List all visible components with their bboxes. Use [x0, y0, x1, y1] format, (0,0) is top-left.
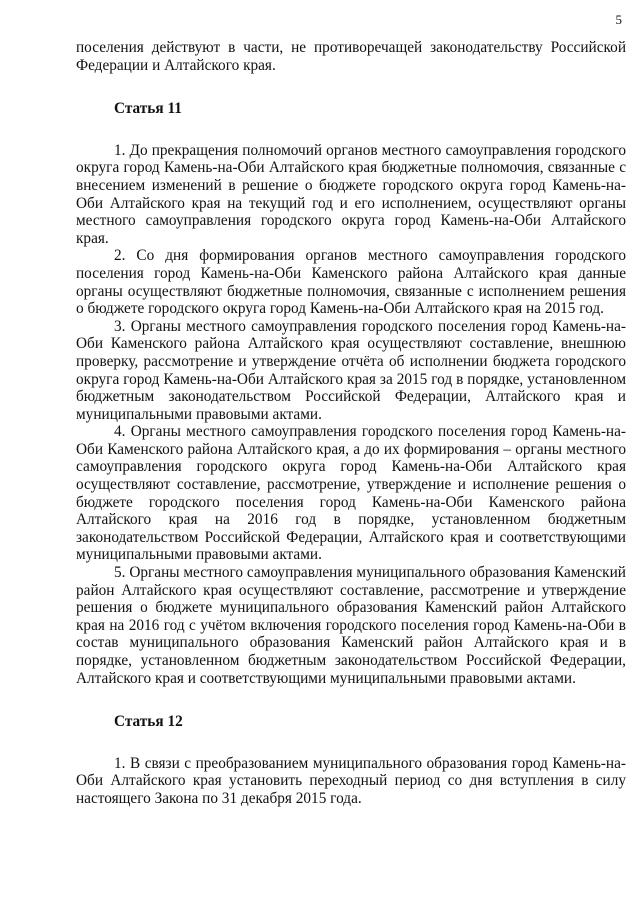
article-11-item-5: 5. Органы местного самоуправления муниципального образования Каменский район Алтайского края осуществляют составление, рассмотрение и утверждение решения о бюджете муниципального образования Каменский район Алтайского края на 2016 год с учётом включения городского поселения город Камень-на-Оби в состав муниципального образования Каменский район Алтайского края и в порядке, установленном бюджетным законодательством Российской Федерации, Алтайского края и соответствующими муниципальными правовыми актами. — [76, 564, 626, 687]
article-11-item-2: 2. Со дня формирования органов местного самоуправления городского поселения город Камень-на-Оби Каменского района Алтайского края данные органы осуществляют бюджетные полномочия, связанные с исполнением решения о бюджете городского округа город Камень-на-Оби Алтайского края на 2015 год. — [76, 247, 626, 318]
article-12-item-1: 1. В связи с преобразованием муниципального образования город Камень-на-Оби Алтайского края установить переходный период со дня вступления в силу настоящего Закона по 31 декабря 2015 года. — [76, 754, 626, 807]
article-11-item-4: 4. Органы местного самоуправления городского поселения город Камень-на-Оби Каменского района Алтайского края, а до их формирования – органы местного самоуправления городского округа город Камень-на-Оби Алтайского края осуществляют составление, рассмотрение, утверждение и исполнение решения о бюджете городского поселения город Камень-на-Оби Каменского района Алтайского края на 2016 год в порядке, установленном бюджетным законодательством Российской Федерации, Алтайского края и соответствующими муниципальными правовыми актами. — [76, 423, 626, 564]
intro-paragraph: поселения действуют в части, не противоречащей законодательству Российской Федерации и Алтайского края. — [76, 39, 626, 74]
document-body — [76, 39, 626, 808]
article-12-title: Статья 12 — [114, 713, 183, 731]
page-number: 5 — [615, 12, 622, 27]
article-11-item-3: 3. Органы местного самоуправления городского поселения город Камень-на-Оби Каменского района Алтайского края осуществляют составление, внешнюю проверку, рассмотрение и утверждение отчёта об исполнении бюджета городского округа город Камень-на-Оби Алтайского края за 2015 год в порядке, установленном бюджетным законодательством Российской Федерации, Алтайского края и муниципальными правовыми актами. — [76, 317, 626, 423]
article-11-item-1: 1. До прекращения полномочий органов местного самоуправления городского округа город Камень-на-Оби Алтайского края бюджетные полномочия, связанные с внесением изменений в решение о бюджете городского округа город Камень-на-Оби Алтайского края на текущий год и его исполнением, осуществляют органы местного самоуправления городского округа город Камень-на-Оби Алтайского края. — [76, 141, 626, 247]
article-11-title: Статья 11 — [114, 100, 182, 118]
